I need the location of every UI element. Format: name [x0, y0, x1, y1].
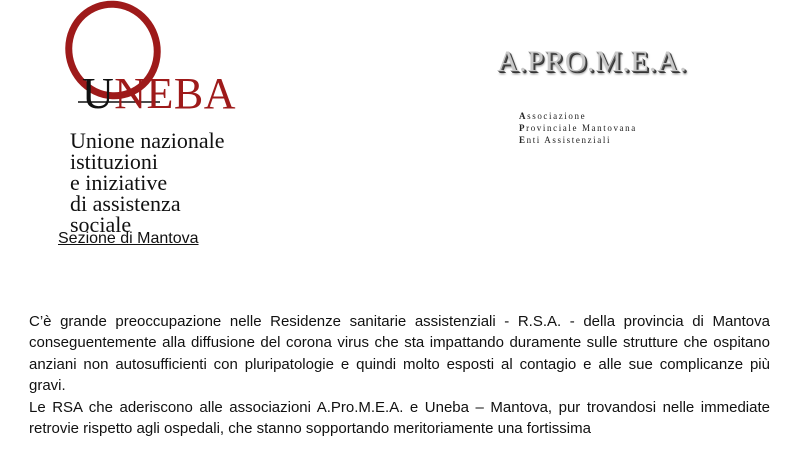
uneba-description-line: di assistenza	[70, 191, 181, 216]
uneba-description-line: e iniziative	[70, 170, 168, 195]
body-paragraph: C’è grande preoccupazione nelle Residenze sanitarie assistenziali - R.S.A. - della provincia di Mantova conseguentemente alla diffusione del corona virus che sta impattando duramente sulle strutture che ospitano anziani non autosufficienti con pluripatologie e quindi molto esposti al contagio e alle sue complicanze più gravi.	[29, 313, 770, 395]
uneba-description	[70, 128, 285, 237]
section-title: Sezione di Mantova	[58, 230, 199, 247]
apromea-subtitle-line: Associazione	[519, 111, 587, 121]
document-body	[29, 311, 770, 439]
body-paragraph: Le RSA che aderiscono alle associazioni A.Pro.M.E.A. e Uneba – Mantova, pur trovandosi nelle immediate retrovie rispetto agli ospedali, che stanno sopportando meritoriamente una fortissima	[29, 398, 770, 438]
apromea-logo-subtitle	[519, 110, 637, 146]
uneba-description-line: Unione nazionale	[70, 128, 225, 153]
uneba-description-line: istituzioni	[70, 149, 158, 174]
uneba-wordmark	[82, 69, 237, 118]
uneba-description-line: sociale	[70, 212, 132, 237]
apromea-subtitle-line: Provinciale Mantovana	[519, 123, 637, 133]
uneba-wordmark-first-letter: U	[82, 69, 115, 118]
uneba-wordmark-rest: NEBA	[114, 69, 237, 118]
apromea-subtitle-line: Enti Assistenziali	[519, 135, 612, 145]
uneba-logo	[58, 0, 288, 237]
apromea-logo-title: A.PRO.M.E.A.	[497, 45, 688, 78]
